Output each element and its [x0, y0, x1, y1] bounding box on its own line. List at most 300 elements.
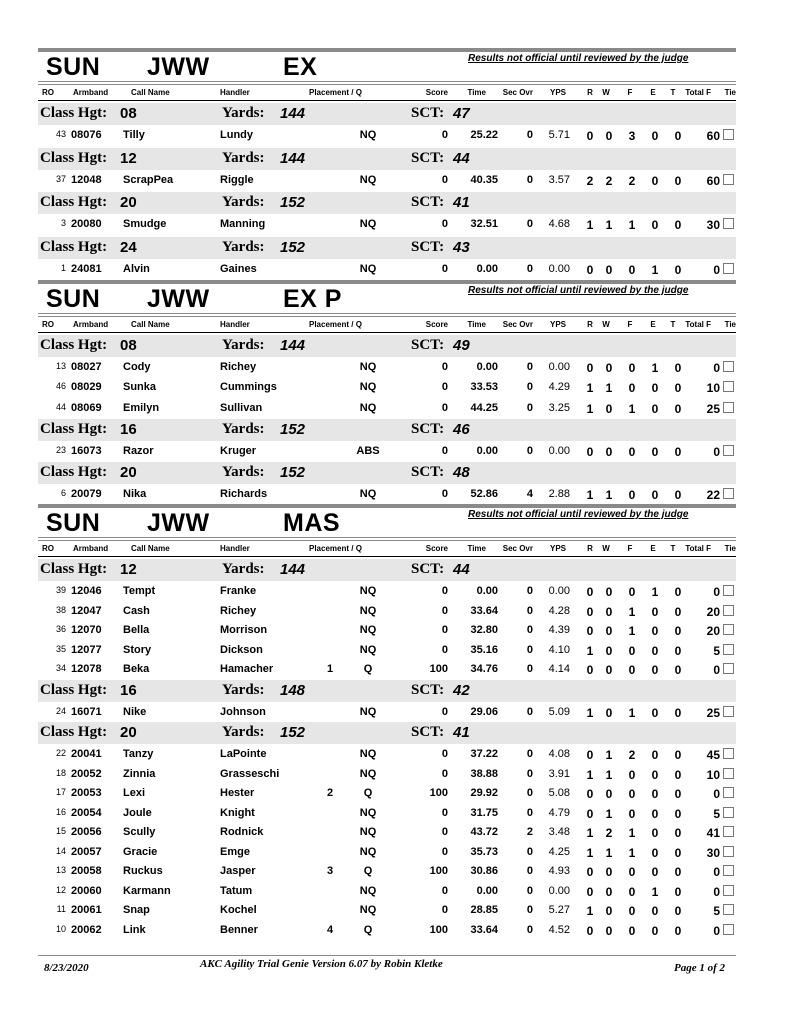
tie-checkbox[interactable] [723, 445, 734, 456]
time: 25.22 [470, 129, 498, 141]
qualify-status: NQ [359, 826, 377, 838]
refusals: 0 [586, 787, 594, 801]
seconds-over: 0 [526, 923, 533, 936]
class-hgt-label: Class Hgt: [40, 464, 108, 481]
tie-checkbox[interactable] [723, 768, 734, 779]
class-hgt-label: Class Hgt: [40, 149, 108, 166]
class-height-bar [38, 462, 736, 484]
class-hgt-label: Class Hgt: [40, 561, 108, 577]
tie-checkbox[interactable] [723, 263, 734, 274]
wrong-courses: 1 [605, 381, 613, 396]
class-hgt-value: 16 [120, 681, 137, 699]
handler: Hester [220, 787, 255, 799]
tie-checkbox[interactable] [723, 865, 734, 876]
tie-checkbox[interactable] [723, 663, 734, 674]
call-name: Alvin [123, 262, 150, 275]
run-order: 16 [55, 806, 66, 817]
handler: Dickson [220, 643, 263, 656]
tie-checkbox[interactable] [723, 488, 734, 499]
refusals: 0 [586, 361, 594, 375]
sct-value: 41 [453, 724, 470, 741]
table-faults: 0 [674, 806, 682, 821]
table-faults: 0 [674, 643, 682, 658]
total-faults: 5 [713, 904, 720, 918]
hdr-f: F [627, 320, 633, 329]
time: 38.88 [470, 767, 498, 780]
class-hgt-value: 12 [120, 561, 137, 578]
placement: 3 [326, 865, 334, 877]
hdr-armband: Armband [73, 320, 109, 329]
yards-label: Yards: [222, 561, 265, 577]
class-height-bar [38, 722, 736, 744]
seconds-over: 0 [526, 624, 533, 636]
time: 33.64 [470, 604, 498, 617]
faults: 0 [628, 361, 636, 375]
armband: 20062 [71, 923, 102, 936]
call-name: Link [123, 923, 146, 936]
tie-checkbox[interactable] [723, 787, 734, 798]
qualify-status: NQ [359, 218, 377, 230]
armband: 08029 [71, 381, 102, 394]
faults: 0 [628, 488, 636, 503]
qualify-status: ABS [356, 444, 380, 457]
tie-checkbox[interactable] [723, 885, 734, 896]
class-hgt-value: 20 [120, 194, 137, 211]
eliminations: 0 [651, 787, 659, 801]
seconds-over: 0 [526, 262, 533, 275]
qualify-status: NQ [359, 604, 377, 617]
time: 0.00 [476, 262, 498, 275]
tie-checkbox[interactable] [723, 807, 734, 818]
eliminations: 1 [651, 361, 659, 375]
total-faults: 0 [713, 923, 720, 938]
wrong-courses: 0 [605, 904, 613, 918]
sct-label: SCT: [411, 194, 445, 210]
tie-checkbox[interactable] [723, 605, 734, 616]
table-faults: 0 [674, 705, 682, 720]
official-notice: Results not official until reviewed by the judge [468, 285, 689, 296]
handler: Kochel [220, 904, 257, 916]
time: 33.64 [470, 923, 498, 936]
refusals: 0 [586, 604, 594, 619]
class-hgt-value: 08 [120, 337, 137, 354]
eliminations: 0 [651, 381, 659, 396]
handler: Cummings [220, 381, 277, 394]
table-faults: 0 [674, 624, 682, 638]
seconds-over: 0 [526, 705, 533, 718]
call-name: Sunka [123, 381, 157, 394]
table-faults: 0 [674, 663, 682, 677]
wrong-courses: 0 [605, 705, 613, 720]
handler: Rodnick [220, 826, 264, 838]
qualify-status: NQ [359, 806, 377, 819]
section-top-rule [38, 48, 736, 52]
class-hgt-value: 20 [120, 464, 137, 482]
armband: 20061 [71, 904, 102, 916]
footer-rule [38, 955, 736, 956]
class-height-bar [38, 680, 736, 702]
call-name: Emilyn [123, 401, 160, 414]
run-order: 1 [60, 262, 66, 273]
hdr-time: Time [467, 320, 486, 329]
run-order: 35 [55, 643, 66, 654]
eliminations: 0 [651, 845, 659, 860]
wrong-courses: 0 [605, 444, 613, 459]
faults: 0 [628, 767, 636, 782]
class-hgt-label: Class Hgt: [40, 238, 108, 255]
call-name: Tempt [123, 585, 156, 597]
qualify-status: Q [363, 865, 373, 877]
wrong-courses: 0 [605, 262, 613, 277]
hdr-call-name: Call Name [131, 88, 170, 97]
score: 0 [441, 767, 448, 780]
eliminations: 0 [651, 663, 659, 677]
faults: 0 [628, 923, 636, 938]
score: 0 [441, 884, 448, 897]
hdr-e: E [650, 544, 656, 553]
score: 0 [441, 748, 448, 760]
yards-per-second: 3.48 [548, 826, 570, 838]
run-order: 36 [55, 624, 66, 634]
total-faults: 0 [713, 361, 720, 375]
wrong-courses: 1 [605, 748, 613, 762]
handler: Gaines [220, 262, 257, 275]
yards-value: 152 [280, 464, 306, 482]
official-notice: Results not official until reviewed by the judge [468, 509, 689, 520]
class-hgt-value: 24 [120, 238, 137, 256]
tie-checkbox[interactable] [723, 174, 734, 185]
table-faults: 0 [674, 218, 682, 232]
section-top-rule [38, 280, 736, 284]
yards-per-second: 5.71 [548, 129, 570, 141]
wrong-courses: 0 [605, 604, 613, 619]
class-height-bar [38, 148, 736, 170]
sct-label: SCT: [411, 420, 445, 437]
hdr-total-f: Total F [685, 544, 711, 553]
hdr-r: R [587, 88, 593, 97]
tie-checkbox[interactable] [723, 402, 734, 413]
yards-per-second: 2.88 [548, 488, 570, 501]
refusals: 1 [586, 381, 594, 396]
tie-checkbox[interactable] [723, 218, 734, 229]
handler: Kruger [220, 444, 257, 457]
tie-checkbox[interactable] [723, 904, 734, 915]
table-faults: 0 [674, 604, 682, 619]
qualify-status: NQ [359, 884, 377, 897]
hdr-tie: Tie [724, 320, 736, 329]
score: 100 [429, 663, 448, 675]
yards-per-second: 4.68 [548, 218, 570, 230]
call-name: Ruckus [123, 865, 163, 877]
table-faults: 0 [674, 401, 682, 416]
section-day: SUN [46, 53, 101, 81]
yards-value: 144 [280, 149, 306, 167]
call-name: Nika [123, 488, 147, 501]
yards-per-second: 5.08 [548, 787, 570, 799]
time: 30.86 [470, 865, 498, 877]
time: 28.85 [470, 904, 498, 916]
armband: 16071 [71, 705, 102, 718]
table-faults: 0 [674, 845, 682, 860]
qualify-status: NQ [359, 361, 377, 373]
armband: 08076 [71, 129, 102, 141]
hdr-armband: Armband [73, 88, 109, 97]
time: 32.51 [470, 218, 498, 230]
faults: 0 [628, 262, 636, 277]
hdr-total-f: Total F [685, 88, 711, 97]
faults: 0 [628, 663, 636, 677]
run-order: 13 [55, 865, 66, 875]
refusals: 0 [586, 884, 594, 899]
tie-checkbox[interactable] [723, 706, 734, 717]
eliminations: 0 [651, 865, 659, 879]
faults: 1 [628, 705, 636, 720]
table-faults: 0 [674, 585, 682, 599]
yards-label: Yards: [222, 238, 265, 255]
tie-checkbox[interactable] [723, 361, 734, 372]
tie-checkbox[interactable] [723, 129, 734, 140]
qualify-status: NQ [359, 381, 377, 394]
handler: Hamacher [220, 663, 274, 675]
qualify-status: NQ [359, 401, 377, 414]
call-name: Scully [123, 826, 156, 838]
tie-checkbox[interactable] [723, 826, 734, 837]
total-faults: 60 [706, 129, 720, 143]
qualify-status: NQ [359, 488, 377, 501]
eliminations: 0 [651, 218, 659, 232]
qualify-status: NQ [359, 748, 377, 760]
yards-per-second: 3.91 [548, 767, 570, 780]
table-faults: 0 [674, 361, 682, 375]
score: 0 [441, 218, 448, 230]
hdr-f: F [627, 544, 633, 553]
yards-value: 152 [280, 420, 306, 438]
refusals: 1 [586, 643, 594, 658]
hdr-tie: Tie [724, 544, 736, 553]
time: 0.00 [476, 585, 498, 597]
wrong-courses: 2 [605, 826, 613, 840]
handler: Grasseschi [220, 767, 280, 780]
footer-page: Page 1 of 2 [674, 962, 726, 974]
run-order: 34 [55, 663, 66, 673]
time: 32.80 [470, 624, 498, 636]
time: 34.76 [470, 663, 498, 675]
seconds-over: 0 [526, 401, 533, 414]
table-faults: 0 [674, 767, 682, 782]
run-order: 14 [55, 845, 66, 856]
tie-checkbox[interactable] [723, 624, 734, 635]
call-name: Smudge [123, 218, 167, 230]
table-faults: 0 [674, 381, 682, 396]
table-faults: 0 [674, 488, 682, 503]
eliminations: 0 [651, 173, 659, 188]
yards-per-second: 4.52 [548, 923, 570, 936]
class-height-bar [38, 237, 736, 259]
tie-checkbox[interactable] [723, 585, 734, 596]
hdr-ro: RO [42, 88, 54, 97]
wrong-courses: 1 [605, 218, 613, 232]
total-faults: 0 [713, 444, 720, 459]
wrong-courses: 2 [605, 173, 613, 188]
handler: Richey [220, 604, 257, 617]
hdr-call-name: Call Name [131, 544, 170, 553]
call-name: Tanzy [123, 748, 154, 760]
total-faults: 45 [706, 748, 720, 762]
tie-checkbox[interactable] [723, 748, 734, 759]
seconds-over: 0 [526, 381, 533, 394]
yards-per-second: 5.27 [548, 904, 570, 916]
score: 100 [429, 923, 448, 936]
yards-per-second: 4.93 [548, 865, 570, 877]
class-hgt-value: 08 [120, 105, 137, 122]
total-faults: 22 [706, 488, 720, 503]
qualify-status: NQ [359, 262, 377, 275]
faults: 0 [628, 444, 636, 459]
wrong-courses: 1 [605, 806, 613, 821]
tie-checkbox[interactable] [723, 644, 734, 655]
score: 100 [429, 787, 448, 799]
score: 0 [441, 381, 448, 394]
handler: Sullivan [220, 401, 263, 414]
seconds-over: 4 [526, 488, 533, 501]
eliminations: 0 [651, 401, 659, 416]
faults: 2 [628, 748, 636, 762]
handler: Jasper [220, 865, 256, 877]
tie-checkbox[interactable] [723, 381, 734, 392]
section-title-rule [38, 537, 736, 538]
yards-per-second: 4.39 [548, 624, 570, 636]
yards-per-second: 4.29 [548, 381, 570, 394]
hdr-tie: Tie [724, 88, 736, 97]
yards-label: Yards: [222, 464, 265, 481]
section-event: JWW [147, 285, 210, 313]
qualify-status: Q [363, 787, 373, 799]
class-hgt-label: Class Hgt: [40, 337, 108, 353]
armband: 20057 [71, 845, 102, 858]
armband: 20056 [71, 826, 102, 838]
score: 0 [441, 173, 448, 186]
time: 35.16 [470, 643, 498, 656]
score: 0 [441, 129, 448, 141]
score: 0 [441, 845, 448, 858]
armband: 20058 [71, 865, 102, 877]
yards-label: Yards: [222, 105, 265, 121]
section-level: MAS [283, 509, 341, 537]
score: 0 [441, 826, 448, 838]
score: 0 [441, 361, 448, 373]
section-title-rule-2 [38, 540, 736, 541]
refusals: 0 [586, 865, 594, 879]
run-order: 13 [55, 361, 66, 371]
call-name: Tilly [123, 129, 145, 141]
seconds-over: 0 [526, 663, 533, 675]
total-faults: 0 [713, 787, 720, 801]
wrong-courses: 1 [605, 767, 613, 782]
hdr-score: Score [425, 544, 448, 553]
seconds-over: 0 [526, 884, 533, 897]
sct-value: 46 [453, 420, 470, 438]
handler: Tatum [220, 884, 253, 897]
hdr-e: E [650, 320, 656, 329]
yards-per-second: 0.00 [548, 361, 570, 373]
qualify-status: NQ [359, 767, 377, 780]
tie-checkbox[interactable] [723, 846, 734, 857]
section-event: JWW [147, 53, 210, 81]
armband: 12078 [71, 663, 102, 675]
sct-label: SCT: [411, 337, 445, 353]
time: 35.73 [470, 845, 498, 858]
yards-per-second: 0.00 [548, 262, 570, 275]
table-faults: 0 [674, 923, 682, 938]
yards-value: 144 [280, 337, 306, 354]
yards-per-second: 5.09 [548, 705, 570, 718]
header-rule [38, 332, 736, 333]
call-name: Cody [123, 361, 151, 373]
armband: 12046 [71, 585, 102, 597]
hdr-handler: Handler [220, 544, 250, 553]
score: 0 [441, 624, 448, 636]
class-hgt-label: Class Hgt: [40, 681, 108, 698]
class-hgt-value: 16 [120, 420, 137, 438]
handler: Franke [220, 585, 257, 597]
total-faults: 25 [706, 401, 720, 416]
armband: 12070 [71, 624, 102, 636]
seconds-over: 0 [526, 787, 533, 799]
armband: 20054 [71, 806, 102, 819]
eliminations: 1 [651, 262, 659, 277]
seconds-over: 0 [526, 845, 533, 858]
hdr-sec-ovr: Sec Ovr [502, 320, 533, 329]
call-name: Story [123, 643, 152, 656]
faults: 0 [628, 643, 636, 658]
wrong-courses: 0 [605, 923, 613, 938]
armband: 20060 [71, 884, 102, 897]
seconds-over: 0 [526, 904, 533, 916]
time: 31.75 [470, 806, 498, 819]
tie-checkbox[interactable] [723, 924, 734, 935]
table-faults: 0 [674, 129, 682, 143]
handler: Benner [220, 923, 258, 936]
yards-value: 152 [280, 194, 306, 211]
class-hgt-label: Class Hgt: [40, 724, 108, 740]
refusals: 1 [586, 488, 594, 503]
run-order: 11 [56, 904, 66, 914]
table-faults: 0 [674, 262, 682, 277]
wrong-courses: 0 [605, 643, 613, 658]
call-name: Nike [123, 705, 147, 718]
yards-per-second: 4.14 [548, 663, 570, 675]
score: 0 [441, 585, 448, 597]
refusals: 1 [586, 904, 594, 918]
armband: 16073 [71, 444, 102, 457]
qualify-status: NQ [359, 643, 377, 656]
hdr-score: Score [425, 320, 448, 329]
armband: 20041 [71, 748, 102, 760]
hdr-yps: YPS [549, 88, 566, 97]
hdr-placement: Placement / Q [309, 544, 362, 553]
eliminations: 0 [651, 129, 659, 143]
yards-per-second: 3.25 [548, 401, 570, 414]
sct-label: SCT: [411, 464, 445, 481]
yards-per-second: 4.10 [548, 643, 570, 656]
yards-label: Yards: [222, 149, 265, 166]
section-title-rule [38, 313, 736, 314]
total-faults: 0 [713, 585, 720, 599]
header-rule [38, 100, 736, 101]
section-title-rule [38, 81, 736, 82]
refusals: 0 [586, 923, 594, 938]
handler: Morrison [220, 624, 268, 636]
